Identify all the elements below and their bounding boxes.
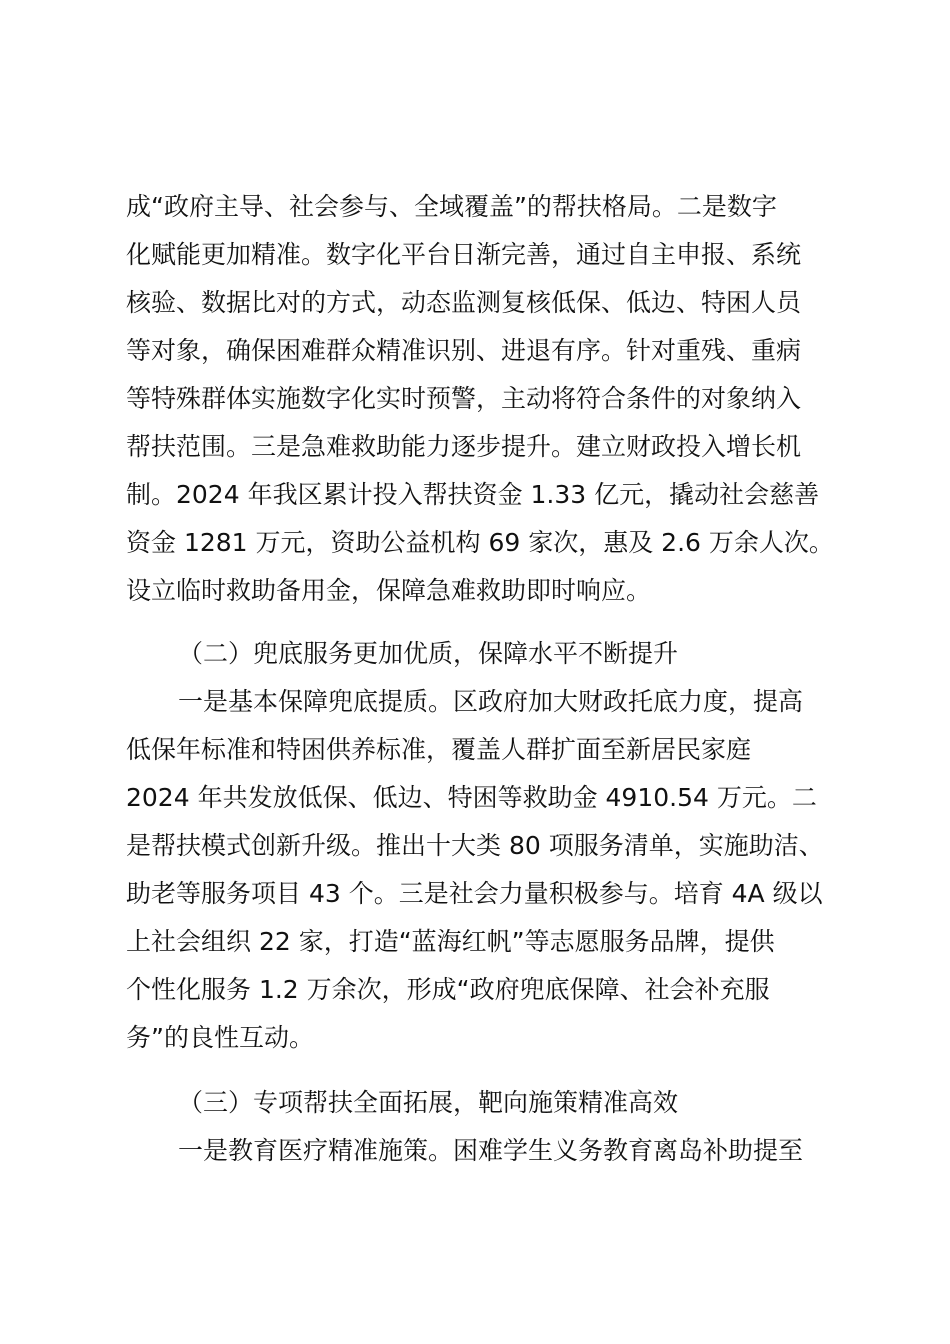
paragraph-line: 低保年标准和特困供养标准，覆盖人群扩面至新居民家庭 (126, 735, 752, 764)
paragraph-line: 制。2024 年我区累计投入帮扶资金 1.33 亿元，撬动社会慈善 (126, 480, 820, 509)
paragraph-line: 是帮扶模式创新升级。推出十大类 80 项服务清单，实施助洁、 (126, 831, 824, 860)
paragraph-line: 化赋能更加精准。数字化平台日渐完善，通过自主申报、系统 (126, 240, 802, 269)
paragraph-line: 资金 1281 万元，资助公益机构 69 家次，惠及 2.6 万余人次。 (126, 528, 834, 557)
paragraph-line: 等特殊群体实施数字化实时预警，主动将符合条件的对象纳入 (126, 384, 802, 413)
paragraph-line: 设立临时救助备用金，保障急难救助即时响应。 (126, 576, 652, 605)
paragraph-line: 上社会组织 22 家，打造“蓝海红帆”等志愿服务品牌，提供 (126, 927, 775, 956)
section-heading: （二）兜底服务更加优质，保障水平不断提升 (178, 639, 679, 668)
paragraph-line: 一是基本保障兜底提质。区政府加大财政托底力度，提高 (178, 687, 804, 716)
paragraph-line: 等对象，确保困难群众精准识别、进退有序。针对重残、重病 (126, 336, 802, 365)
paragraph-line: 一是教育医疗精准施策。困难学生义务教育离岛补助提至 (178, 1136, 804, 1165)
section-heading: （三）专项帮扶全面拓展，靶向施策精准高效 (178, 1088, 679, 1117)
paragraph-line: 帮扶范围。三是急难救助能力逐步提升。建立财政投入增长机 (126, 432, 802, 461)
paragraph-line: 成“政府主导、社会参与、全域覆盖”的帮扶格局。二是数字 (126, 192, 777, 221)
paragraph-line: 务”的良性互动。 (126, 1023, 314, 1052)
paragraph-line: 助老等服务项目 43 个。三是社会力量积极参与。培育 4A 级以 (126, 879, 823, 908)
paragraph-line: 个性化服务 1.2 万余次，形成“政府兜底保障、社会补充服 (126, 975, 770, 1004)
paragraph-line: 核验、数据比对的方式，动态监测复核低保、低边、特困人员 (126, 288, 802, 317)
paragraph-line: 2024 年共发放低保、低边、特困等救助金 4910.54 万元。二 (126, 783, 817, 812)
